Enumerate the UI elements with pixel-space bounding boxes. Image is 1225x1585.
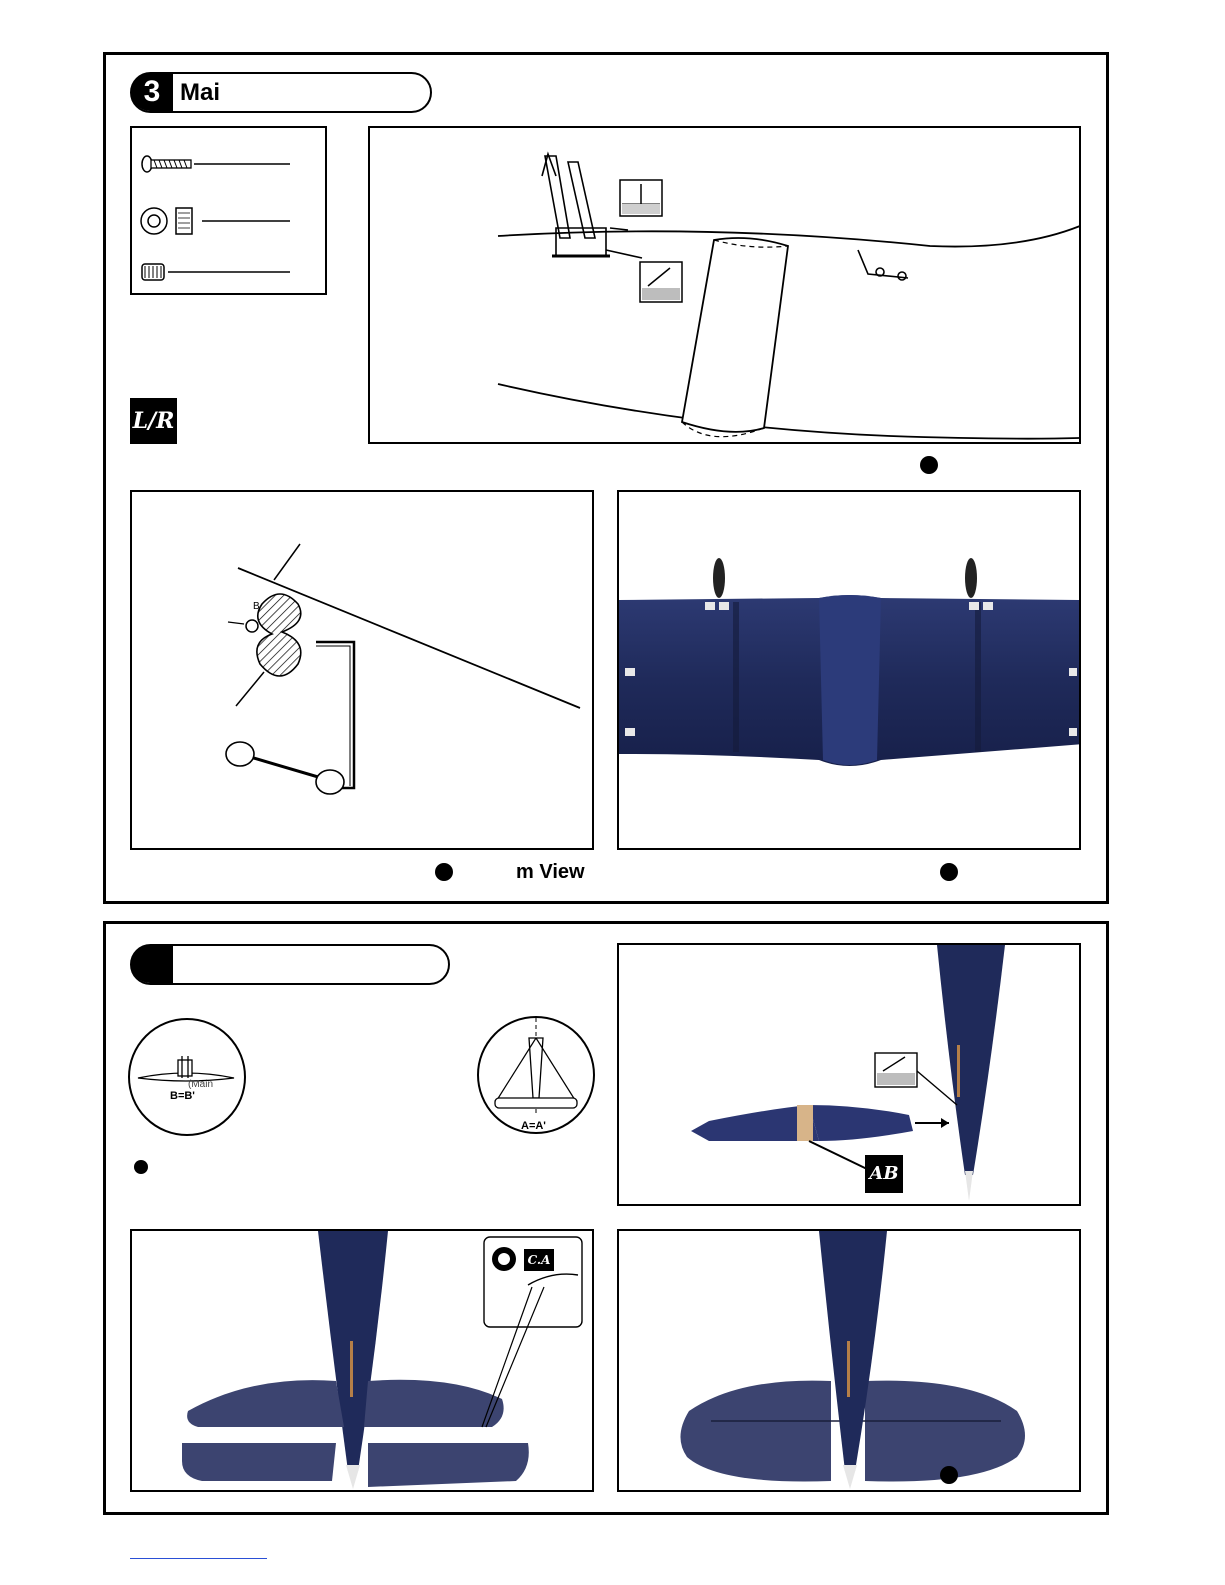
figure-marker-dot [134, 1160, 148, 1174]
detail-callout-top [620, 180, 662, 216]
stab-side-view-drawing [130, 1020, 244, 1134]
stab-top-view-drawing [479, 1018, 593, 1132]
step-number: 3 [131, 73, 173, 111]
parts-box [130, 126, 327, 295]
wheel-right-icon [965, 558, 977, 598]
wing-underside-photo [619, 492, 1081, 850]
main-label: (Main [188, 1079, 214, 1090]
aa-label: A=A' [521, 1120, 546, 1132]
wing-photo-panel [617, 490, 1081, 850]
wing-gear-drawing [370, 128, 1081, 444]
glue-detail-icon [875, 1053, 957, 1105]
parts-list-drawing [132, 128, 327, 295]
stab-alignment-circle [128, 1018, 246, 1136]
figure-marker-dot [435, 863, 453, 881]
figure-marker-dot [940, 1466, 958, 1484]
stab-finished-photo-panel [617, 1229, 1081, 1492]
stab-insert-photo-panel [617, 943, 1081, 1206]
bottom-view-caption: m View [516, 861, 585, 883]
ca-badge: C.A [524, 1249, 554, 1271]
section-3-title-pill [130, 72, 432, 113]
footer-link-underline[interactable] [130, 1558, 267, 1559]
stab-finished-photo [619, 1231, 1081, 1492]
lr-badge: L/R [130, 398, 177, 444]
gear-cross-section-drawing [132, 492, 594, 850]
set-screw-icon [142, 264, 290, 280]
figure-marker-dot [920, 456, 938, 474]
figure-marker-dot [940, 863, 958, 881]
elevator-hinge-photo-panel [130, 1229, 594, 1492]
washer-nut-icon [141, 208, 290, 234]
b-marker-label: B [253, 601, 260, 612]
detail-callout-glue [640, 262, 682, 302]
stab-insert-photo [619, 945, 1081, 1206]
screw-icon [142, 156, 290, 172]
ab-epoxy-badge: AB [865, 1155, 903, 1193]
stab-square-circle [477, 1016, 595, 1134]
gear-cross-section-panel [130, 490, 594, 850]
wing-drawing-panel [368, 126, 1081, 444]
wheel-left-icon [713, 558, 725, 598]
step-number [131, 945, 173, 983]
section-4-title-pill [130, 944, 450, 985]
bb-label: B=B' [170, 1090, 195, 1102]
step-title: Mai [180, 79, 221, 106]
aileron-horn [858, 250, 908, 280]
